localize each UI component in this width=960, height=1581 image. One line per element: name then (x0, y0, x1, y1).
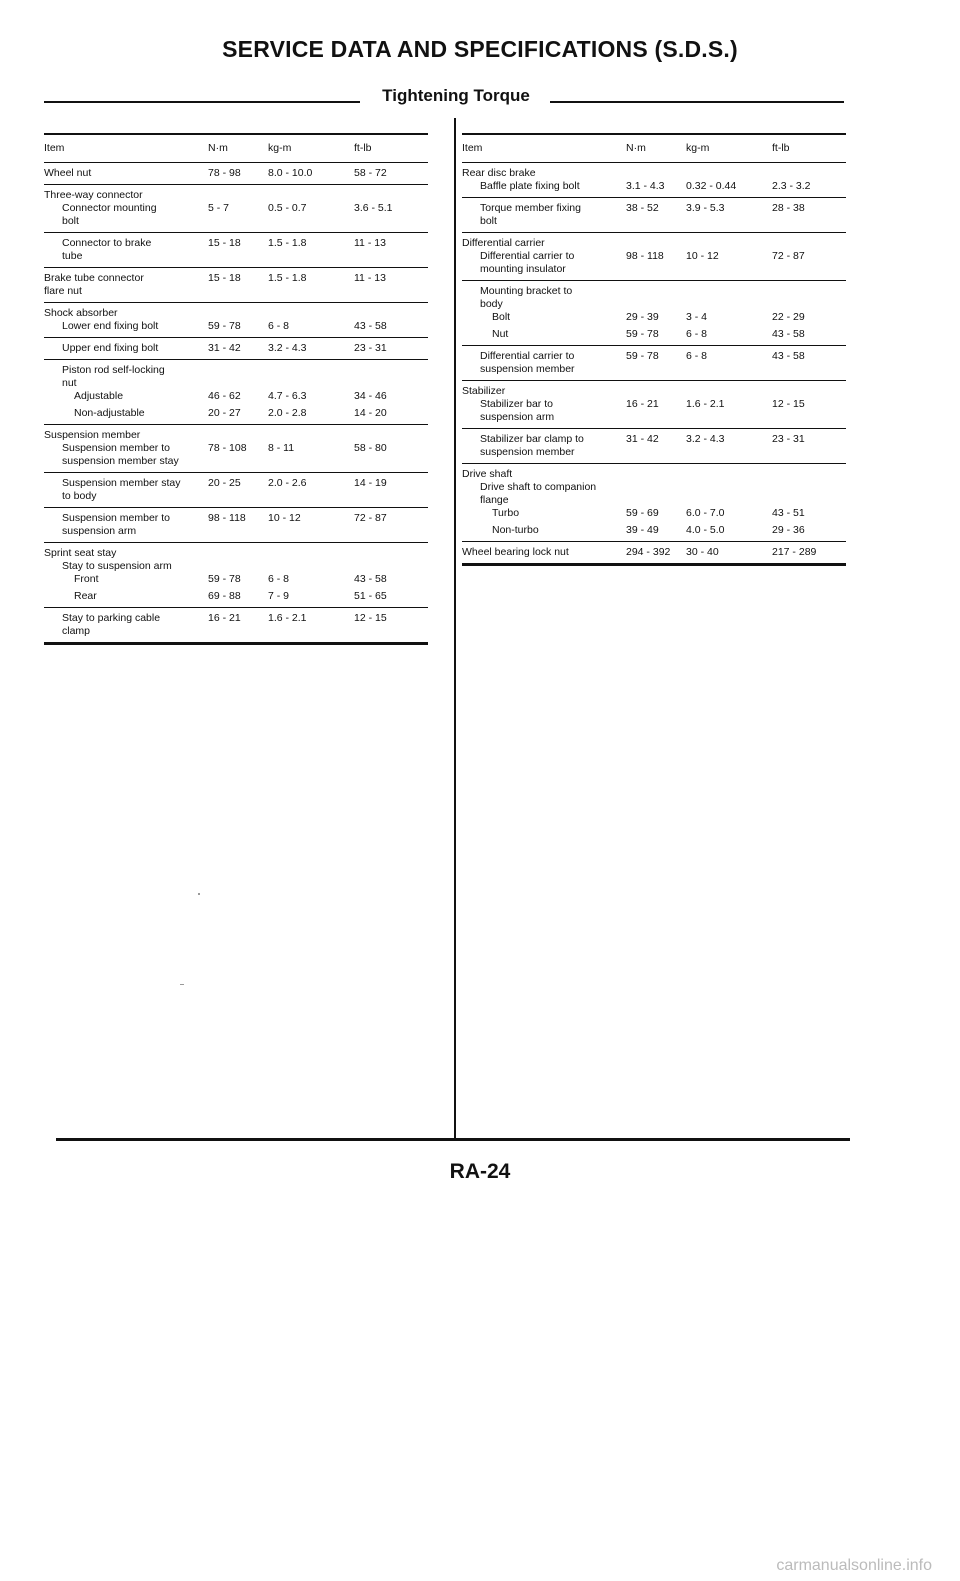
row-ftlb (354, 359, 428, 390)
section-header (44, 86, 844, 112)
table-row (462, 197, 846, 232)
row-ftlb: 43 - 58 (354, 572, 387, 585)
row-item: Bolt (492, 310, 511, 323)
col-header-ftlb: ft-lb (772, 134, 846, 162)
row-nm: 59 - 78 (626, 345, 686, 380)
col-header-nm: N·m (626, 134, 686, 162)
row-kgm (686, 481, 772, 507)
row-item: Drive shaft to companion flange (480, 480, 597, 506)
row-kgm (686, 380, 772, 398)
row-kgm: 10 - 12 (268, 507, 354, 542)
row-kgm: 3.2 - 4.3 (268, 337, 354, 359)
row-item: Rear (74, 589, 97, 602)
table-row (462, 398, 846, 429)
row-kgm: 1.5 - 1.8 (268, 232, 354, 267)
table-row (462, 541, 846, 564)
row-item: Mounting bracket to body (462, 280, 626, 311)
table-row (462, 345, 846, 380)
row-ftlb: 28 - 38 (772, 197, 846, 232)
row-item: Suspension member to suspension member stay (62, 441, 179, 467)
col-header-kgm: kg-m (686, 134, 772, 162)
row-item: Sprint seat stay (44, 542, 208, 560)
row-ftlb: 217 - 289 (772, 541, 846, 564)
row-item: Connector to brake tube (44, 232, 208, 267)
row-ftlb: 11 - 13 (354, 267, 428, 302)
row-ftlb: 58 - 72 (354, 162, 428, 184)
row-item: Brake tube connector flare nut (44, 267, 208, 302)
row-kgm: 6 - 8 (268, 572, 290, 585)
row-kgm: 1.6 - 2.1 (268, 607, 354, 643)
row-ftlb (354, 184, 428, 202)
row-ftlb: 22 - 29 (772, 310, 805, 323)
table-row (462, 280, 846, 311)
table-row (44, 337, 428, 359)
row-nm: 98 - 118 (208, 507, 268, 542)
row-kgm: 3.9 - 5.3 (686, 197, 772, 232)
table-row (462, 463, 846, 481)
row-nm: 29 - 39 (626, 310, 659, 323)
row-nm: 5 - 7 (208, 201, 230, 214)
column-divider (454, 118, 456, 1140)
row-ftlb (772, 380, 846, 398)
row-kgm: 4.7 - 6.3 (268, 389, 307, 402)
row-ftlb: 58 - 80 (354, 441, 387, 454)
table-row (44, 590, 428, 608)
row-item: Non-adjustable (74, 406, 145, 419)
row-item: Differential carrier to suspension member (462, 345, 626, 380)
row-ftlb (772, 463, 846, 481)
table-row (44, 442, 428, 473)
row-nm: 15 - 18 (208, 267, 268, 302)
row-item: Stabilizer bar to suspension arm (480, 397, 555, 423)
row-nm (626, 280, 686, 311)
row-item: Non-turbo (492, 523, 539, 536)
row-kgm: 8 - 11 (268, 441, 295, 454)
row-nm (626, 380, 686, 398)
row-ftlb: 23 - 31 (354, 337, 428, 359)
table-row (462, 311, 846, 328)
row-ftlb: 29 - 36 (772, 523, 805, 536)
row-nm (208, 542, 268, 560)
table-row (44, 573, 428, 590)
row-nm (208, 424, 268, 442)
table-row (44, 424, 428, 442)
row-ftlb (772, 481, 846, 507)
row-item: Stay to parking cable clamp (44, 607, 208, 643)
row-item: Stay to suspension arm (62, 559, 172, 572)
row-ftlb: 3.6 - 5.1 (354, 201, 393, 214)
row-item: Lower end fixing bolt (62, 319, 159, 332)
row-kgm (268, 302, 354, 320)
row-item: Nut (492, 327, 509, 340)
row-ftlb: 43 - 58 (772, 327, 805, 340)
row-item: Differential carrier (462, 232, 626, 250)
row-nm: 20 - 25 (208, 472, 268, 507)
row-ftlb (354, 302, 428, 320)
row-nm: 31 - 42 (626, 428, 686, 463)
table-row (44, 267, 428, 302)
col-header-item: Item (462, 134, 626, 162)
scan-speck (180, 984, 184, 985)
section-title: Tightening Torque (382, 86, 530, 105)
row-item: Wheel nut (44, 162, 208, 184)
row-kgm (268, 542, 354, 560)
row-ftlb: 43 - 58 (772, 345, 846, 380)
table-row (44, 390, 428, 407)
table-row (462, 507, 846, 524)
row-ftlb: 43 - 58 (354, 319, 387, 332)
row-kgm (686, 232, 772, 250)
row-kgm: 6 - 8 (686, 345, 772, 380)
table-row (44, 302, 428, 320)
row-nm: 38 - 52 (626, 197, 686, 232)
table-row (462, 428, 846, 463)
row-item: Connector mounting bolt (62, 201, 157, 227)
row-kgm: 8.0 - 10.0 (268, 162, 354, 184)
row-ftlb: 34 - 46 (354, 389, 387, 402)
row-ftlb: 2.3 - 3.2 (772, 179, 811, 192)
row-kgm: 2.0 - 2.8 (268, 406, 307, 419)
table-row (44, 507, 428, 542)
row-nm: 31 - 42 (208, 337, 268, 359)
row-ftlb: 12 - 15 (772, 397, 805, 410)
row-nm: 98 - 118 (626, 249, 664, 262)
row-ftlb: 14 - 19 (354, 472, 428, 507)
row-item: Stabilizer (462, 380, 626, 398)
table-row (44, 542, 428, 560)
table-row (462, 162, 846, 180)
row-kgm: 6 - 8 (686, 327, 708, 340)
table-header-row (462, 134, 846, 162)
table-row (462, 328, 846, 346)
row-kgm: 1.6 - 2.1 (686, 397, 725, 410)
row-nm: 294 - 392 (626, 541, 686, 564)
table-header-row (44, 134, 428, 162)
table-row (462, 380, 846, 398)
row-kgm: 0.5 - 0.7 (268, 201, 307, 214)
table-row (44, 232, 428, 267)
row-item: Torque member fixing bolt (462, 197, 626, 232)
row-kgm (268, 560, 354, 573)
row-item: Three-way connector (44, 184, 208, 202)
col-header-nm: N·m (208, 134, 268, 162)
row-item: Front (74, 572, 99, 585)
row-nm: 46 - 62 (208, 389, 241, 402)
row-item: Upper end fixing bolt (44, 337, 208, 359)
row-item: Wheel bearing lock nut (462, 541, 626, 564)
row-nm (208, 359, 268, 390)
row-item: Baffle plate fixing bolt (480, 179, 580, 192)
row-ftlb (772, 232, 846, 250)
row-nm (208, 560, 268, 573)
row-ftlb (772, 280, 846, 311)
row-nm: 16 - 21 (626, 397, 659, 410)
row-nm: 20 - 27 (208, 406, 241, 419)
table-row (44, 162, 428, 184)
row-ftlb: 51 - 65 (354, 589, 387, 602)
section-rule-right (550, 101, 844, 103)
torque-table-right (462, 133, 846, 566)
bottom-rule (56, 1138, 850, 1141)
row-kgm: 6 - 8 (268, 319, 290, 332)
row-ftlb (354, 424, 428, 442)
row-ftlb: 12 - 15 (354, 607, 428, 643)
row-kgm (268, 359, 354, 390)
row-ftlb: 72 - 87 (772, 249, 805, 262)
section-rule-left (44, 101, 360, 103)
table-row (44, 472, 428, 507)
row-nm: 78 - 98 (208, 162, 268, 184)
row-ftlb: 43 - 51 (772, 506, 805, 519)
table-row (462, 481, 846, 507)
row-ftlb (772, 162, 846, 180)
row-nm: 69 - 88 (208, 589, 241, 602)
row-item: Turbo (492, 506, 520, 519)
row-kgm: 2.0 - 2.6 (268, 472, 354, 507)
row-kgm (686, 280, 772, 311)
row-nm (626, 463, 686, 481)
row-item: Suspension member to suspension arm (44, 507, 208, 542)
row-item: Adjustable (74, 389, 124, 402)
row-ftlb: 11 - 13 (354, 232, 428, 267)
table-row (462, 180, 846, 198)
row-nm (208, 302, 268, 320)
row-kgm: 6.0 - 7.0 (686, 506, 725, 519)
row-item: Suspension member stay to body (44, 472, 208, 507)
row-ftlb: 72 - 87 (354, 507, 428, 542)
row-kgm: 30 - 40 (686, 541, 772, 564)
row-nm: 15 - 18 (208, 232, 268, 267)
row-nm: 3.1 - 4.3 (626, 179, 665, 192)
row-kgm: 0.32 - 0.44 (686, 179, 737, 192)
row-kgm (686, 463, 772, 481)
table-row (44, 607, 428, 643)
row-item: Drive shaft (462, 463, 626, 481)
row-kgm (268, 424, 354, 442)
torque-table-left (44, 133, 428, 645)
row-nm: 59 - 78 (626, 327, 659, 340)
table-row (44, 320, 428, 338)
page-title: SERVICE DATA AND SPECIFICATIONS (S.D.S.) (222, 36, 738, 62)
row-item: Suspension member (44, 424, 208, 442)
row-kgm: 10 - 12 (686, 249, 719, 262)
row-kgm (268, 184, 354, 202)
row-ftlb (354, 542, 428, 560)
row-kgm: 4.0 - 5.0 (686, 523, 725, 536)
row-kgm (686, 162, 772, 180)
table-row (462, 232, 846, 250)
row-ftlb: 14 - 20 (354, 406, 387, 419)
row-item: Shock absorber (44, 302, 208, 320)
table-row (462, 250, 846, 281)
col-header-item: Item (44, 134, 208, 162)
row-item: Differential carrier to mounting insulator (480, 249, 575, 275)
row-item: Rear disc brake (462, 162, 626, 180)
row-nm: 39 - 49 (626, 523, 659, 536)
table-row (44, 184, 428, 202)
row-nm: 78 - 108 (208, 441, 247, 454)
table-row (44, 560, 428, 573)
row-ftlb: 23 - 31 (772, 428, 846, 463)
scan-speck (198, 893, 200, 895)
row-nm (626, 481, 686, 507)
row-nm: 59 - 78 (208, 319, 241, 332)
table-row (44, 407, 428, 425)
table-row (44, 202, 428, 233)
row-nm: 16 - 21 (208, 607, 268, 643)
row-ftlb (354, 560, 428, 573)
row-nm (208, 184, 268, 202)
col-header-kgm: kg-m (268, 134, 354, 162)
row-kgm: 3.2 - 4.3 (686, 428, 772, 463)
row-item: Stabilizer bar clamp to suspension member (462, 428, 626, 463)
row-nm: 59 - 69 (626, 506, 659, 519)
watermark: carmanualsonline.info (776, 1557, 932, 1574)
table-row (462, 524, 846, 542)
row-kgm: 3 - 4 (686, 310, 708, 323)
page-number: RA-24 (449, 1160, 511, 1183)
row-nm (626, 232, 686, 250)
row-nm: 59 - 78 (208, 572, 241, 585)
row-kgm: 1.5 - 1.8 (268, 267, 354, 302)
row-nm (626, 162, 686, 180)
table-row (44, 359, 428, 390)
col-header-ftlb: ft-lb (354, 134, 428, 162)
row-item: Piston rod self-locking nut (44, 359, 208, 390)
row-kgm: 7 - 9 (268, 589, 290, 602)
